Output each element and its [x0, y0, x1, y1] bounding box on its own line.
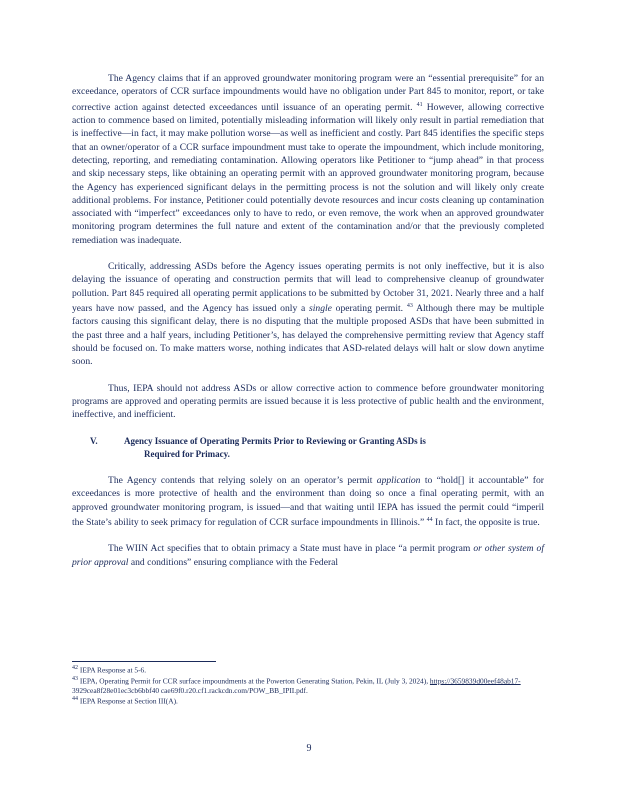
paragraph-4 — [72, 474, 544, 529]
footnote-number: 44 — [72, 696, 78, 703]
paragraph-2-text-cont: operating permit. — [335, 303, 404, 315]
footnote-link-cont[interactable]: 3929cea8f28e01ec3cb6bbf40 cae69f0.r20.cf1.rackcdn.com/POW_BB_IPII.pdf. — [72, 685, 308, 695]
paragraph-2 — [72, 260, 544, 369]
footnote-42 — [72, 664, 544, 675]
paragraph-2-text: Critically, addressing ASDs before the Agency issues operating permits is not only ineffective, but it is also delaying the issuance of operating and construction permits that will lead to comprehensive cleanup of groundwater pollution. Part 845 required all operating permit applications to be submitted by October 31, 2021. Nearly three and a half years have now passed, and the Agency has issued only a — [72, 261, 544, 315]
footnote-ref-41: 41 — [416, 101, 423, 108]
footnote-link[interactable]: https://3659839d00eef48ab17- — [429, 676, 521, 686]
emphasis-application: application — [376, 475, 421, 487]
footnote-text: IEPA Response at Section III(A). — [79, 696, 178, 706]
footnote-ref-44: 44 — [426, 516, 433, 523]
paragraph-4-text-end: In fact, the opposite is true. — [435, 517, 540, 529]
footnote-number: 42 — [72, 665, 78, 671]
footnote-43 — [72, 675, 544, 695]
footnotes — [72, 664, 544, 706]
footnote-divider — [72, 661, 216, 662]
footnote-number: 43 — [72, 675, 78, 682]
paragraph-2-text-end: Although there may be multiple factors causing this significant delay, there is no disputing that the multiple proposed ASDs that have been submitted in the past three and a half years, including Petitioner’s, has delayed the comprehensive permitting review that Agency staff should be focused on. To make matters worse, nothing indicates that ASD-related delays will halt or slow down anytime soon. — [72, 303, 544, 368]
paragraph-3: Thus, IEPA should not address ASDs or allow corrective action to commence before groundwater monitoring programs are approved and operating permits are issued because it is less protective of public health and the environment, ineffective, and inefficient. — [72, 382, 544, 421]
page-number: 9 — [306, 743, 312, 754]
section-title-line-1: Agency Issuance of Operating Permits Prior to Reviewing or Granting ASDs is — [124, 435, 426, 446]
footnote-text: IEPA, Operating Permit for CCR surface impoundments at the Powerton Generating Station, Pekin, IL (July 3, 2024), — [79, 676, 429, 686]
emphasis-single: single — [309, 303, 332, 315]
paragraph-1 — [72, 72, 544, 247]
paragraph-5-text-cont: and conditions” ensuring compliance with the Federal — [130, 556, 339, 568]
paragraph-1-text: The Agency claims that if an approved groundwater monitoring program were an “essential prerequisite” for an exceedance, operators of CCR surface impoundments would have no obligation under Part 845 to monitor, report, or take corrective action against detected exceedances until issuance of an operating permit. — [72, 73, 544, 113]
paragraph-1-text-cont: However, allowing corrective action to commence based on limited, potentially misleading information will likely only result in partial remediation that is ineffective—in fact, it may make pollution worse—as well as inefficient and costly. Part 845 identifies the specific steps that an owner/operator of a CCR surface impoundment must take to operate the impoundment, which include monitoring, detecting, reporting, and remediating contamination. Allowing operators like Petitioner to “jump ahead” in that process and skip necessary steps, like obtaining an operating permit with an approved groundwater monitoring program, because the Agency has experienced significant delays in the permitting process is not the solution and will likely only create additional problems. For instance, Petitioner could potentially devote resources and incur costs cleaning up contamination associated with “imperfect” exceedances only to have to redo, or even remove, the work when an approved groundwater monitoring program determines the full nature and extent of the contamination and/or that the previously completed remediation was inadequate. — [72, 101, 544, 246]
footnote-44 — [72, 695, 544, 706]
footnote-ref-43: 43 — [406, 302, 413, 309]
paragraph-5-text: The WIIN Act specifies that to obtain primacy a State must have in place “a permit program — [108, 543, 471, 555]
section-title-line-2: Required for Primacy. — [144, 448, 230, 459]
body-text — [72, 72, 544, 582]
paragraph-5 — [72, 542, 544, 569]
paragraph-4-text-cont: to “hold[] it accountable” for exceedances is more protective of health and the environment than doing so once a final operating permit, with an approved groundwater monitoring program, is issued—and that waiting until IEPA has issued the permit could “imperil the State’s ability to seek primacy for regulation of CCR surface impoundments in Illinois.” — [72, 475, 544, 529]
section-title — [124, 435, 544, 462]
paragraph-4-text: The Agency contends that relying solely on an operator’s permit — [108, 475, 373, 487]
section-heading-v — [72, 435, 544, 462]
emphasis-prior-approval: or other system of prior approval — [72, 543, 544, 568]
footnote-text: IEPA Response at 5-6. — [79, 665, 147, 675]
section-number: V. — [90, 435, 98, 446]
